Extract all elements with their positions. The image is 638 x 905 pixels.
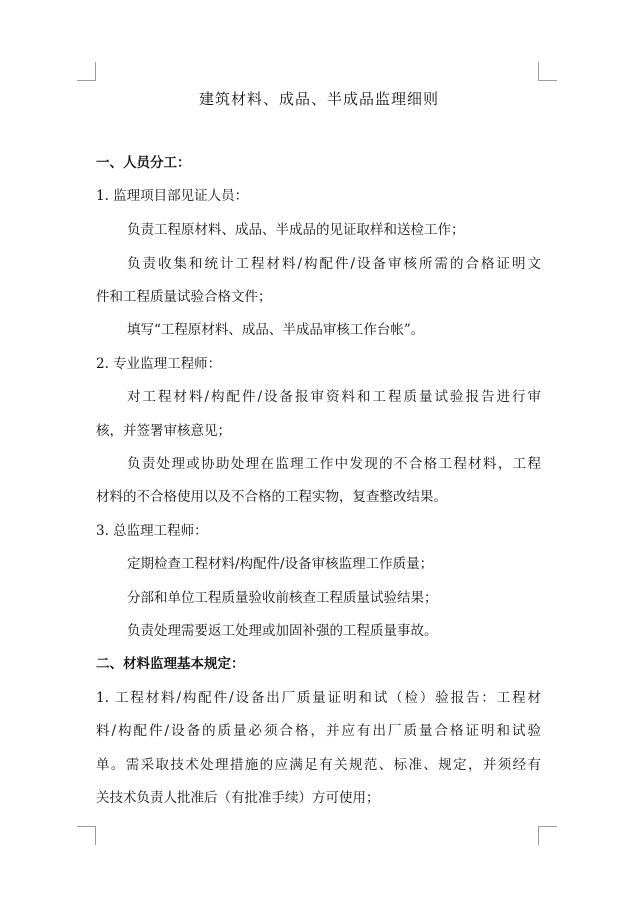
paragraph-line: 核，并签署审核意见；	[96, 423, 231, 439]
item-label-chief-engineer: 3. 总监理工程师：	[96, 523, 208, 539]
paragraph-line: 料/构配件/设备的质量必须合格，并应有出厂质量合格证明和试验	[96, 723, 541, 739]
document-title: 建筑材料、成品、半成品监理细则	[198, 90, 439, 108]
crop-mark-bottom-right	[538, 826, 557, 845]
paragraph-line: 负责处理或协助处理在监理工作中发现的不合格工程材料，工程	[127, 456, 541, 472]
paragraph-line: 关技术负责人批准后（有批准手续）方可使用；	[96, 790, 380, 806]
crop-mark-top-left	[77, 62, 96, 81]
section-heading-material-rules: 二、材料监理基本规定：	[96, 656, 245, 672]
paragraph-line: 材料的不合格使用以及不合格的工程实物，复查整改结果。	[96, 489, 447, 505]
crop-mark-top-right	[538, 62, 557, 81]
item-label-specialist-engineer: 2. 专业监理工程师：	[96, 356, 222, 372]
paragraph-line: 单。需采取技术处理措施的应满足有关规范、标准、规定，并须经有	[96, 757, 541, 773]
paragraph-line: 定期检查工程材料/构配件/设备审核监理工作质量；	[127, 556, 434, 572]
item-label-witness-staff: 1. 监理项目部见证人员：	[96, 188, 249, 204]
section-heading-personnel: 一、人员分工：	[96, 155, 191, 171]
paragraph-line: 件和工程质量试验合格文件；	[96, 289, 272, 305]
paragraph-line: 负责工程原材料、成品、半成品的见证取样和送检工作；	[127, 222, 465, 238]
paragraph-line: 分部和单位工程质量验收前核查工程质量试验结果；	[127, 590, 438, 606]
paragraph-line: 对工程材料/构配件/设备报审资料和工程质量试验报告进行审	[127, 389, 541, 405]
paragraph-line: 负责处理需要返工处理或加固补强的工程质量事故。	[127, 623, 438, 639]
paragraph-line: 负责收集和统计工程材料/构配件/设备审核所需的合格证明文	[127, 256, 541, 272]
paragraph-line: 填写“工程原材料、成品、半成品审核工作台帐”。	[127, 322, 425, 338]
crop-mark-bottom-left	[77, 826, 96, 845]
paragraph-line: 1. 工程材料/构配件/设备出厂质量证明和试（检）验报告：工程材	[96, 690, 541, 706]
